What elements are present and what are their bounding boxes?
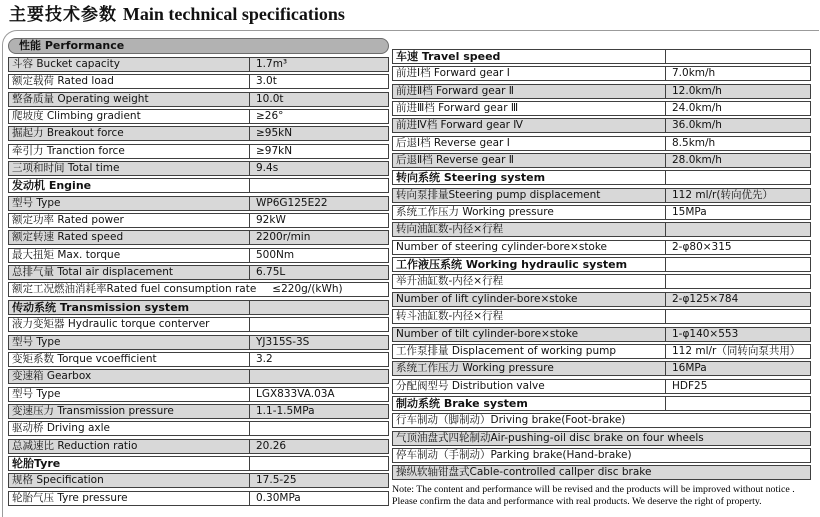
spec-label: 前进Ⅳ档 Forward gear Ⅳ (396, 119, 523, 132)
spec-label: 变矩系数 Torque vcoefficient (12, 352, 157, 365)
spec-row (392, 379, 811, 394)
spec-value: 2-φ80×315 (665, 241, 810, 254)
spec-value (665, 310, 810, 323)
spec-value: ≥26° (249, 110, 388, 123)
spec-label: 掘起力 Breakout force (12, 127, 124, 140)
spec-row (8, 74, 389, 89)
page-title (9, 1, 345, 29)
spec-label: 型号 Type (12, 387, 61, 400)
spec-value: 10.0t (249, 93, 388, 106)
section-header-row (392, 257, 811, 272)
spec-label: 分配阀型号 Distribution valve (396, 379, 545, 392)
spec-label: 变速箱 Gearbox (12, 370, 92, 383)
spec-value: ≥95kN (249, 127, 388, 140)
spec-value: HDF25 (665, 380, 810, 393)
section-header-row (8, 300, 389, 315)
spec-row (392, 84, 811, 99)
spec-value: 9.4s (249, 162, 388, 175)
spec-label: 三项和时间 Total time (12, 162, 120, 175)
footer-note-line-1: Note: The content and performance will be revised and the products will be improved without notice . (392, 484, 795, 496)
spec-value: 112 ml/r（同转向泵共用） (665, 345, 810, 358)
spec-value (249, 457, 388, 470)
page-title-en: Main technical specifications (122, 4, 345, 24)
spec-label: 变速压力 Transmission pressure (12, 404, 174, 417)
spec-label: 传动系统 Transmission system (12, 300, 190, 314)
spec-label: 型号 Type (12, 196, 61, 209)
spec-label: 驱动桥 Driving axle (12, 422, 110, 435)
spec-row (8, 265, 389, 280)
spec-value: 12.0km/h (665, 85, 810, 98)
spec-value: 16MPa (665, 362, 810, 375)
left-spec-rows (8, 57, 389, 506)
section-header-row (8, 178, 389, 193)
spec-label: 发动机 Engine (12, 179, 92, 193)
section-header-row (392, 49, 811, 64)
spec-row (8, 144, 389, 159)
spec-value: 24.0km/h (665, 102, 810, 115)
performance-section-pill: 性能 Performance (8, 38, 389, 54)
spec-label: 转向系统 Steering system (396, 171, 546, 185)
spec-value (665, 50, 810, 63)
spec-row (392, 274, 811, 289)
spec-label: 额定功率 Rated power (12, 214, 124, 227)
spec-row (392, 431, 811, 446)
spec-label: 规格 Specification (12, 474, 104, 487)
spec-label: 举升油缸数-内径×行程 (396, 275, 504, 288)
spec-value: 36.0km/h (665, 119, 810, 132)
spec-label: 转向油缸数-内径×行程 (396, 223, 504, 236)
spec-label: 总减速比 Reduction ratio (12, 439, 138, 452)
spec-value: 8.5km/h (665, 137, 810, 150)
spec-value: 15MPa (665, 206, 810, 219)
spec-label: 工作泵排量 Displacement of working pump (396, 344, 617, 357)
spec-row (392, 240, 811, 255)
spec-label: 停车制动（手制动）Parking brake(Hand-brake) (396, 448, 632, 461)
spec-value: ≤220g/(kWh) (272, 283, 343, 296)
spec-row (392, 361, 811, 376)
spec-row (8, 161, 389, 176)
right-spec-table (392, 49, 820, 508)
spec-label: 轮胎Tyre (12, 456, 61, 470)
spec-value: 7.0km/h (665, 67, 810, 80)
spec-row (8, 352, 389, 367)
spec-row (8, 213, 389, 228)
spec-value (665, 258, 810, 271)
spec-label: 系统工作压力 Working pressure (396, 362, 554, 375)
spec-value: 1.7m³ (249, 58, 388, 71)
spec-value (665, 275, 810, 288)
spec-label: 爬坡度 Climbing gradient (12, 110, 141, 123)
spec-label: 气顶油盘式四轮制动Air-pushing-oil disc brake on four wheels (396, 431, 704, 444)
section-header-row (8, 456, 389, 471)
section-header-row (392, 396, 811, 411)
spec-row (392, 309, 811, 324)
right-spec-rows (392, 49, 811, 480)
spec-row (392, 205, 811, 220)
spec-value: 500Nm (249, 249, 388, 262)
spec-label: 轮胎气压 Tyre pressure (12, 491, 128, 504)
spec-value: LGX833VA.03A (249, 388, 388, 401)
spec-value (665, 171, 810, 184)
spec-label: 斗容 Bucket capacity (12, 58, 120, 70)
spec-value: ≥97kN (249, 145, 388, 158)
page-title-zh: 主要技术参数 (9, 5, 117, 25)
spec-label: 最大扭矩 Max. torque (12, 248, 121, 261)
section-header-row (392, 170, 811, 185)
spec-label: 转斗油缸数-内径×行程 (396, 310, 504, 323)
spec-value: 112 ml/r(转向优先） (665, 189, 810, 202)
spec-label: Number of lift cylinder-bore×stoke (396, 292, 578, 305)
spec-row (392, 344, 811, 359)
spec-label: Number of steering cylinder-bore×stoke (396, 240, 608, 253)
spec-value: 2200r/min (249, 231, 388, 244)
spec-row (392, 136, 811, 151)
spec-value: 28.0km/h (665, 154, 810, 167)
spec-label: 行车制动（脚制动）Driving brake(Foot-brake) (396, 414, 626, 427)
spec-value (249, 370, 388, 383)
spec-label: 额定载荷 Rated load (12, 75, 114, 88)
spec-row (392, 153, 811, 168)
spec-row (8, 282, 389, 297)
spec-value: 0.30MPa (249, 492, 388, 505)
spec-row (8, 439, 389, 454)
spec-label: 前进Ⅲ档 Forward gear Ⅲ (396, 102, 519, 115)
footer-note (392, 484, 820, 508)
spec-row (8, 335, 389, 350)
spec-value (249, 179, 388, 192)
left-spec-table (8, 38, 389, 508)
spec-row (8, 109, 389, 124)
spec-value: 3.0t (249, 75, 388, 88)
spec-row (8, 126, 389, 141)
spec-value: 17.5-25 (249, 474, 388, 487)
spec-row (392, 448, 811, 463)
spec-row (8, 230, 389, 245)
spec-label: 后退Ⅰ档 Reverse gear Ⅰ (396, 136, 510, 149)
spec-label: 牵引力 Tranction force (12, 144, 125, 157)
spec-label: 工作液压系统 Working hydraulic system (396, 258, 628, 272)
spec-value (249, 301, 388, 314)
spec-value (665, 397, 810, 410)
content-frame (2, 30, 819, 517)
spec-label: 后退Ⅱ档 Reverse gear Ⅱ (396, 154, 514, 167)
spec-row (392, 118, 811, 133)
spec-label: 转向泵排量Steering pump displacement (396, 188, 601, 201)
spec-value (249, 318, 388, 331)
spec-row (392, 327, 811, 342)
spec-row (8, 317, 389, 332)
spec-value (249, 422, 388, 435)
spec-row (8, 92, 389, 107)
spec-value: 92kW (249, 214, 388, 227)
spec-value: 2-φ125×784 (665, 293, 810, 306)
spec-row (8, 196, 389, 211)
spec-label: 系统工作压力 Working pressure (396, 206, 554, 219)
spec-value: 1.1-1.5MPa (249, 405, 388, 418)
spec-row (8, 491, 389, 506)
spec-row (8, 387, 389, 402)
spec-label: 总排气量 Total air displacement (12, 266, 173, 279)
spec-label: 额定转速 Rated speed (12, 231, 124, 244)
spec-row (8, 404, 389, 419)
spec-label: 车速 Travel speed (396, 50, 501, 63)
spec-value: 1-φ140×553 (665, 328, 810, 341)
spec-value (665, 223, 810, 236)
spec-row (8, 248, 389, 263)
spec-label: 前进Ⅱ档 Forward gear Ⅱ (396, 84, 514, 97)
spec-row (8, 57, 389, 72)
spec-label: 型号 Type (12, 335, 61, 348)
spec-label: Number of tilt cylinder-bore×stoke (396, 327, 579, 340)
spec-label: 液力变矩器 Hydraulic torque conterver (12, 318, 210, 331)
spec-value: 3.2 (249, 353, 388, 366)
spec-label: 前进Ⅰ档 Forward gear Ⅰ (396, 67, 510, 80)
spec-value: 6.75L (249, 266, 388, 279)
spec-row (392, 222, 811, 237)
spec-label: 额定工况燃油消耗率Rated fuel consumption rate (12, 283, 257, 296)
spec-row (8, 421, 389, 436)
spec-value: WP6G125E22 (249, 197, 388, 210)
spec-row (392, 101, 811, 116)
spec-value: 20.26 (249, 440, 388, 453)
spec-row (392, 66, 811, 81)
spec-row (392, 292, 811, 307)
spec-row (392, 188, 811, 203)
spec-row (392, 413, 811, 428)
spec-label: 整备质量 Operating weight (12, 92, 149, 105)
spec-row (8, 473, 389, 488)
spec-row (8, 369, 389, 384)
footer-note-line-2: Please confirm the data and performance with real products. We deserve the right of property. (392, 496, 762, 508)
spec-label: 制动系统 Brake system (396, 396, 528, 410)
spec-label: 操纵软轴钳盘式Cable-controlled callper disc brake (396, 466, 652, 479)
spec-value: YJ315S-3S (249, 336, 388, 349)
spec-row (392, 465, 811, 480)
